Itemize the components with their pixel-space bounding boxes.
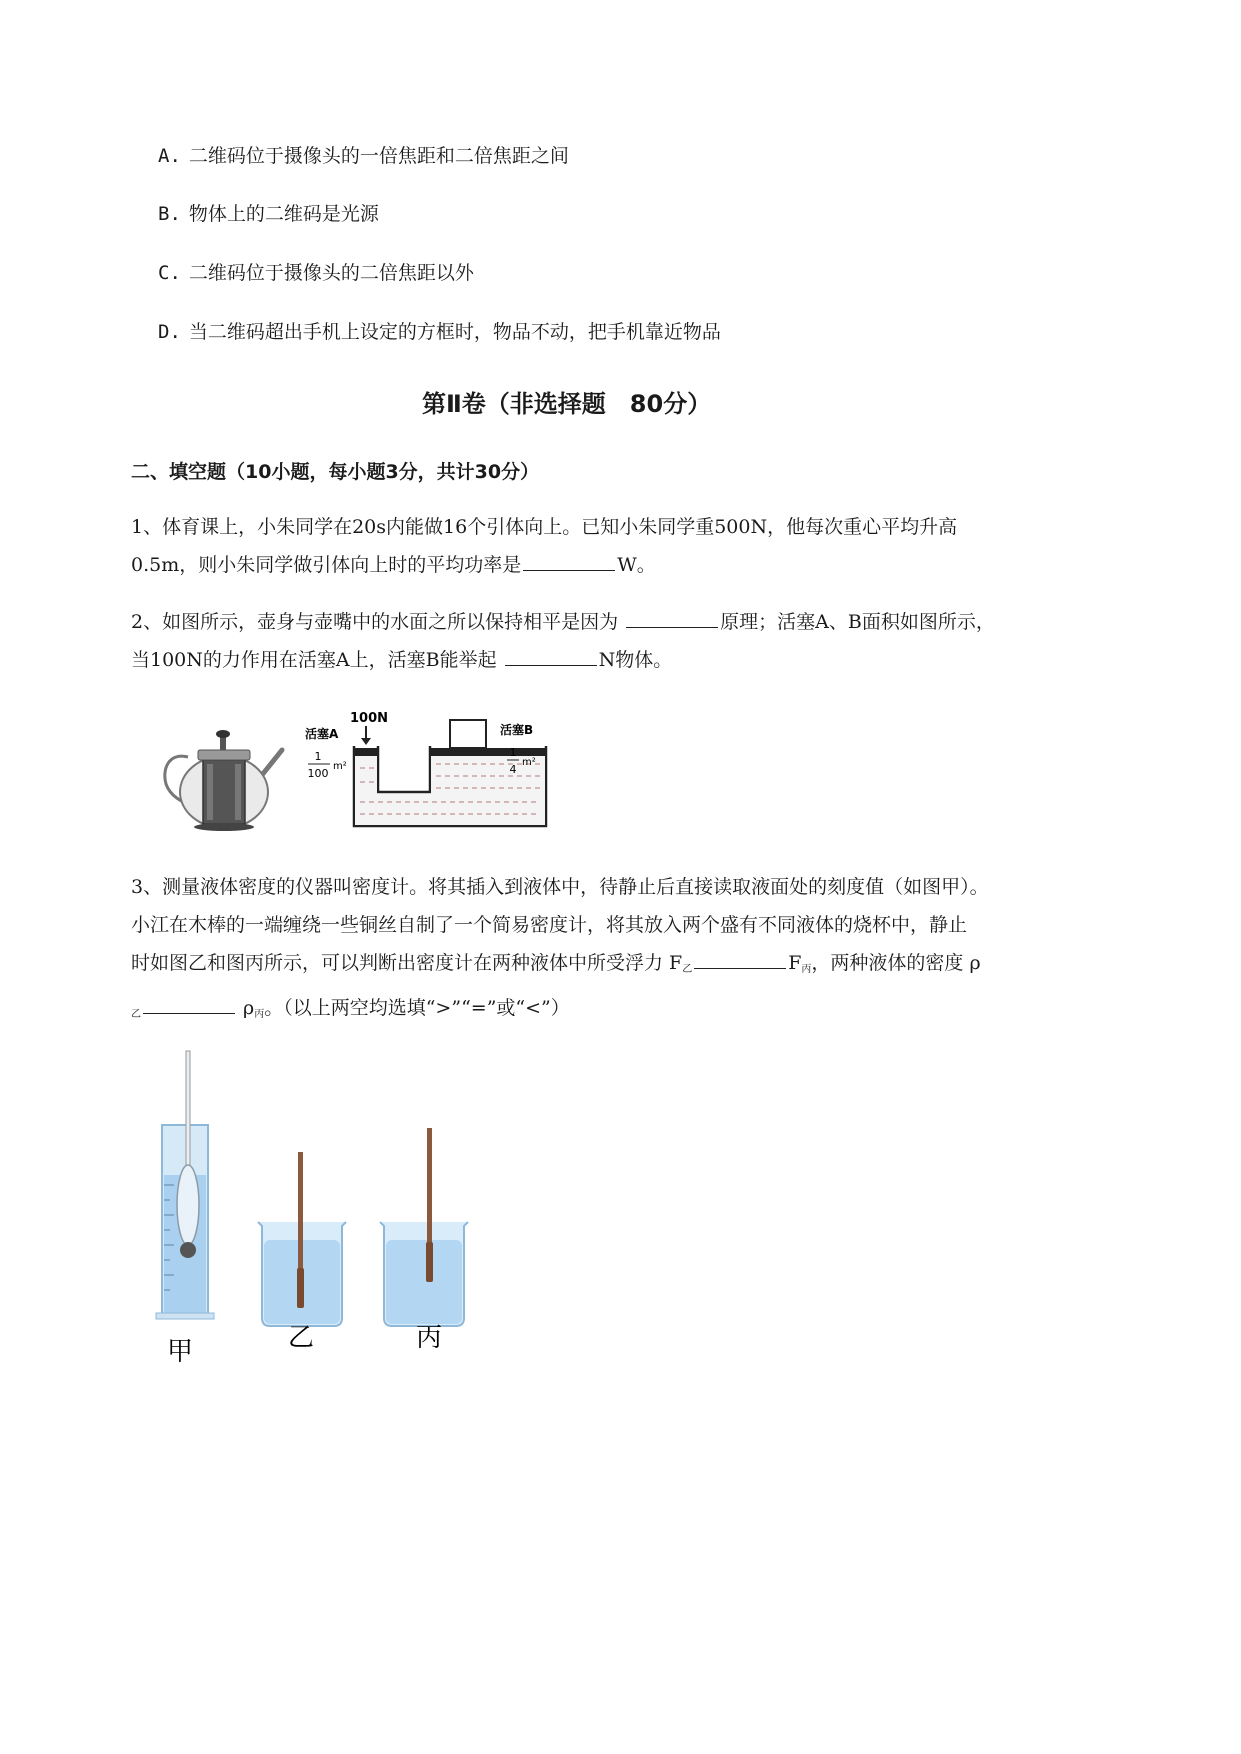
caption-yi: 乙 <box>287 1323 315 1353</box>
option-text: 物体上的二维码是光源 <box>188 203 379 225</box>
option-text: 二维码位于摄像头的二倍焦距以外 <box>188 262 474 284</box>
q1-line2 <box>131 546 1141 584</box>
figure-bing <box>376 1124 476 1353</box>
piston-b-label: 活塞B <box>500 723 534 737</box>
q3-line3-tail: ，两种液体的密度 ρ <box>811 952 981 974</box>
caption-jia: 甲 <box>166 1337 194 1367</box>
question-1 <box>131 508 1141 584</box>
load-block <box>450 720 486 748</box>
option-d <box>158 317 721 344</box>
force-label: 100N <box>350 711 389 726</box>
figure-yi <box>250 1148 350 1353</box>
part-title: 第Ⅱ卷（非选择题 80分） <box>422 390 712 418</box>
symbol-rho: ρ <box>243 997 255 1019</box>
q3-line4-tail: 。（以上两空均选填“>”“=”或“<”） <box>264 997 570 1019</box>
q2-line1 <box>131 603 1141 641</box>
area-b-denominator: 4 <box>509 763 517 776</box>
option-text: 二维码位于摄像头的一倍焦距和二倍焦距之间 <box>188 145 569 167</box>
option-b <box>158 199 379 226</box>
answer-blank[interactable] <box>143 993 235 1014</box>
q2-line1-text: 2、如图所示，壶身与壶嘴中的水面之所以保持相平是因为 <box>131 611 625 633</box>
option-a <box>158 141 569 168</box>
force-arrow-head <box>361 738 371 745</box>
caption-bing: 丙 <box>415 1323 443 1353</box>
q3-line3 <box>131 944 1141 989</box>
answer-blank[interactable] <box>505 645 597 666</box>
option-c <box>158 258 474 285</box>
hydraulic-press-figure <box>300 706 560 832</box>
subscript-bing: 丙 <box>254 1009 265 1020</box>
option-label: D. <box>158 321 181 343</box>
q1-line2-unit: W。 <box>617 554 656 576</box>
option-label: A. <box>158 145 181 167</box>
subscript-bing: 丙 <box>801 964 812 975</box>
piston-a <box>355 748 377 756</box>
q2-line2 <box>131 641 1141 679</box>
area-a-unit: m² <box>333 761 347 772</box>
area-a-numerator: 1 <box>314 750 322 763</box>
answer-blank[interactable] <box>523 550 615 571</box>
section-heading: 二、填空题（10小题，每小题3分，共计30分） <box>131 461 540 483</box>
subscript-yi: 乙 <box>131 1009 141 1020</box>
answer-blank[interactable] <box>626 607 718 628</box>
question-3 <box>131 868 1141 1034</box>
option-label: C. <box>158 262 181 284</box>
area-b-unit: m² <box>522 757 536 768</box>
q2-line2-text: 当100N的力作用在活塞A上，活塞B能举起 <box>131 649 503 671</box>
q2-line2-tail: N物体。 <box>598 649 673 671</box>
q1-line1: 1、体育课上，小朱同学在20s内能做16个引体向上。已知小朱同学重500N，他每次重心平均升高 <box>131 516 958 538</box>
area-b-numerator: 1 <box>509 746 517 759</box>
q3-line1: 3、测量液体密度的仪器叫密度计。将其插入到液体中，待静止后直接读取液面处的刻度值（如图甲）。 <box>131 876 989 898</box>
figure-jia <box>150 1045 240 1367</box>
option-label: B. <box>158 203 181 225</box>
q3-line3-text: 时如图乙和图丙所示，可以判断出密度计在两种液体中所受浮力 F <box>131 952 683 974</box>
subscript-yi: 乙 <box>682 964 693 975</box>
answer-blank[interactable] <box>694 948 786 969</box>
q1-line2-text: 0.5m，则小朱同学做引体向上时的平均功率是 <box>131 554 522 576</box>
q2-line1-tail: 原理；活塞A、B面积如图所示， <box>720 611 995 633</box>
piston-a-label: 活塞A <box>305 727 339 741</box>
piston-b <box>431 748 545 756</box>
question-2 <box>131 603 1141 679</box>
area-a-denominator: 100 <box>307 767 329 780</box>
teapot-figure <box>158 722 288 832</box>
q3-line4 <box>131 989 1141 1034</box>
option-text: 当二维码超出手机上设定的方框时，物品不动，把手机靠近物品 <box>188 321 721 343</box>
symbol-f: F <box>788 952 802 974</box>
q3-line2: 小江在木棒的一端缠绕一些铜丝自制了一个简易密度计，将其放入两个盛有不同液体的烧杯中，静止 <box>131 914 968 936</box>
